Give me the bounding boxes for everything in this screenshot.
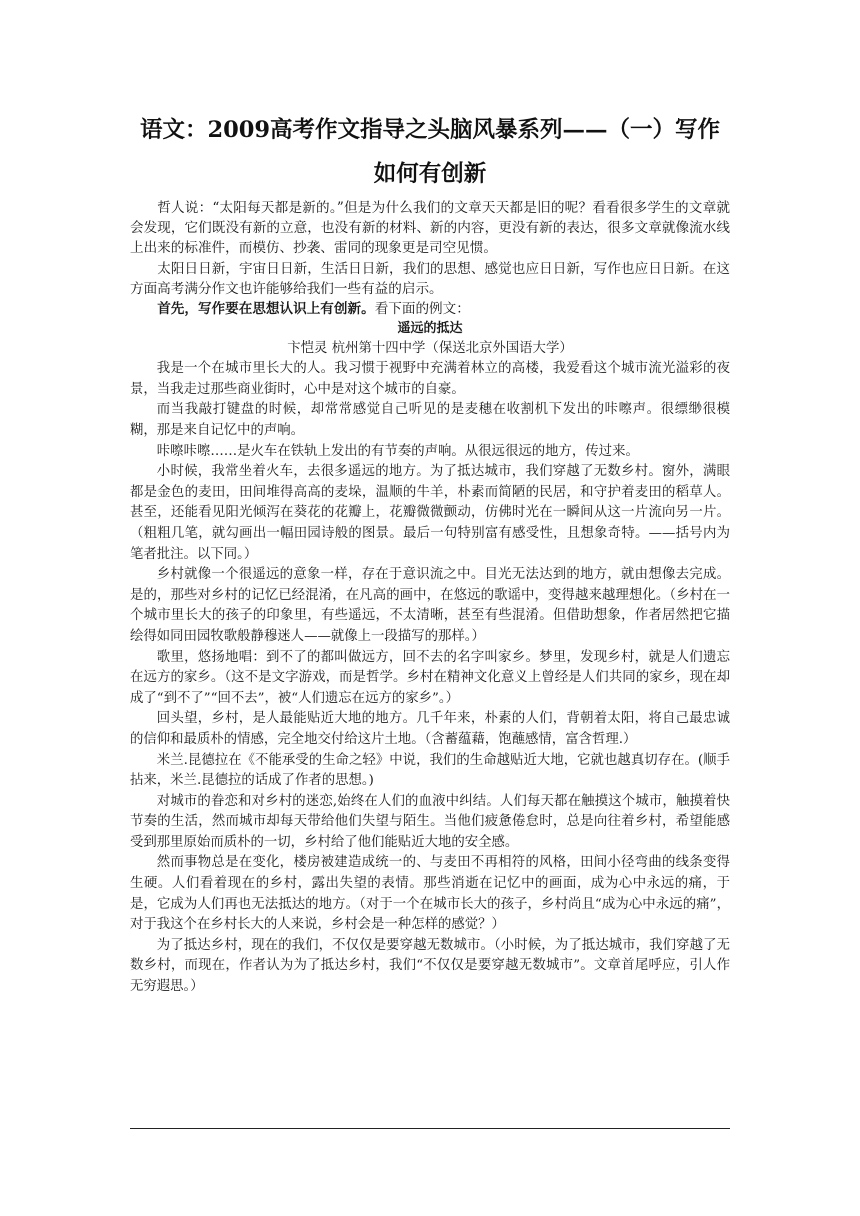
essay-paragraph-5: 乡村就像一个很遥远的意象一样，存在于意识流之中。目光无法达到的地方，就由想像去完成。是的，那些对乡村的记忆已经混淆，在凡高的画中，在悠远的歌谣中，变得越来越理想化。（乡村在一个城市里长大的孩子的印象里，有些遥远，不太清晰，甚至有些混淆。但借助想象，作者居然把它描绘得如同田园牧歌般静穆迷人——就像上一段描写的那样。） xyxy=(130,567,730,644)
essay-paragraph-2: 而当我敲打键盘的时候，却常常感觉自己听见的是麦穗在收割机下发出的咔嚓声。很缥缈很模糊，那是来自记忆中的声响。 xyxy=(130,402,730,438)
essay-paragraph-9: 对城市的眷恋和对乡村的迷恋,始终在人们的血液中纠结。人们每天都在触摸这个城市，触摸着快节奏的生活，然而城市却每天带给他们失望与陌生。当他们疲惫倦怠时，总是向往着乡村，希望能感受到那里原始而质朴的一切，乡村给了他们能贴近大地的安全感。 xyxy=(130,793,730,850)
intro-paragraph-1: 哲人说：“太阳每天都是新的。”但是为什么我们的文章天天都是旧的呢？看看很多学生的文章就会发现，它们既没有新的立意，也没有新的材料、新的内容，更没有新的表达，很多文章就像流水线上出来的标准件，而模仿、抄袭、雷同的现象更是司空见惯。 xyxy=(130,200,730,257)
section-heading xyxy=(130,299,730,319)
essay-paragraph-1: 我是一个在城市里长大的人。我习惯于视野中充满着林立的高楼，我爱看这个城市流光溢彩的夜景，当我走过那些商业街时，心中是对这个城市的自豪。 xyxy=(130,361,730,397)
document-page xyxy=(130,108,730,998)
essay-paragraph-8: 米兰.昆德拉在《不能承受的生命之轻》中说，我们的生命越贴近大地，它就也越真切存在。(顺手拈来，米兰.昆德拉的话成了作者的思想。) xyxy=(130,752,730,789)
essay-paragraph-6: 歌里，悠扬地唱：到不了的都叫做远方，回不去的名字叫家乡。梦里，发现乡村，就是人们遗忘在远方的家乡。（这不是文字游戏，而是哲学。乡村在精神文化意义上曾经是人们共同的家乡，现在却成了“到不了”“回不去”，被“人们遗忘在远方的家乡”。） xyxy=(130,649,730,706)
essay-author: 卞恺灵 杭州第十四中学（保送北京外国语大学） xyxy=(287,341,573,357)
section-heading-bold: 首先，写作要在思想认识上有创新。 xyxy=(157,301,375,318)
essay-paragraph-11: 为了抵达乡村，现在的我们，不仅仅是要穿越无数城市。（小时候，为了抵达城市，我们穿越了无数乡村，而现在，作者认为为了抵达乡村，我们“不仅仅是要穿越无数城市”。文章首尾呼应，引人作无穷遐思。） xyxy=(130,937,730,995)
essay-title: 遥远的抵达 xyxy=(397,321,463,337)
essay-paragraph-3: 咔嚓咔嚓……是火车在铁轨上发出的有节奏的声响。从很远很远的地方，传过来。 xyxy=(156,443,639,459)
essay-paragraph-7: 回头望，乡村，是人最能贴近大地的地方。几千年来，朴素的人们，背朝着太阳，将自己最忠诚的信仰和最质朴的情感，完全地交付给这片土地。（含蓄蕴藉，饱蘸感情，富含哲理.） xyxy=(130,711,730,747)
intro-paragraph-2: 太阳日日新，宇宙日日新，生活日日新，我们的思想、感觉也应日日新，写作也应日日新。在这方面高考满分作文也许能够给我们一些有益的启示。 xyxy=(130,260,730,297)
essay-paragraph-4: 小时候，我常坐着火车，去很多遥远的地方。为了抵达城市，我们穿越了无数乡村。窗外，满眼都是金色的麦田，田间堆得高高的麦垛，温顺的牛羊，朴素而简陋的民居，和守护着麦田的稻草人。甚至，还能看见阳光倾泻在葵花的花瓣上，花瓣微微颤动，仿佛时光在一瞬间从这一片流向另一片。（粗粗几笔，就勾画出一幅田园诗般的图景。最后一句特别富有感受性，且想象奇特。——括号内为笔者批注。以下同。） xyxy=(130,464,730,562)
section-heading-rest: 看下面的例文： xyxy=(374,301,470,318)
document-title: 语文：2009高考作文指导之头脑风暴系列——（一）写作如何有创新 xyxy=(139,117,721,187)
footer-divider xyxy=(130,1128,730,1129)
essay-paragraph-10: 然而事物总是在变化，楼房被建造成统一的、与麦田不再相符的风格，田间小径弯曲的线条变得生硬。人们看着现在的乡村，露出失望的表情。那些消逝在记忆中的画面，成为心中永远的痛，于是，它成为人们再也无法抵达的地方。（对于一个在城市长大的孩子，乡村尚且“成为心中永远的痛”，对于我这个在乡村长大的人来说，乡村会是一种怎样的感觉？） xyxy=(130,855,730,933)
